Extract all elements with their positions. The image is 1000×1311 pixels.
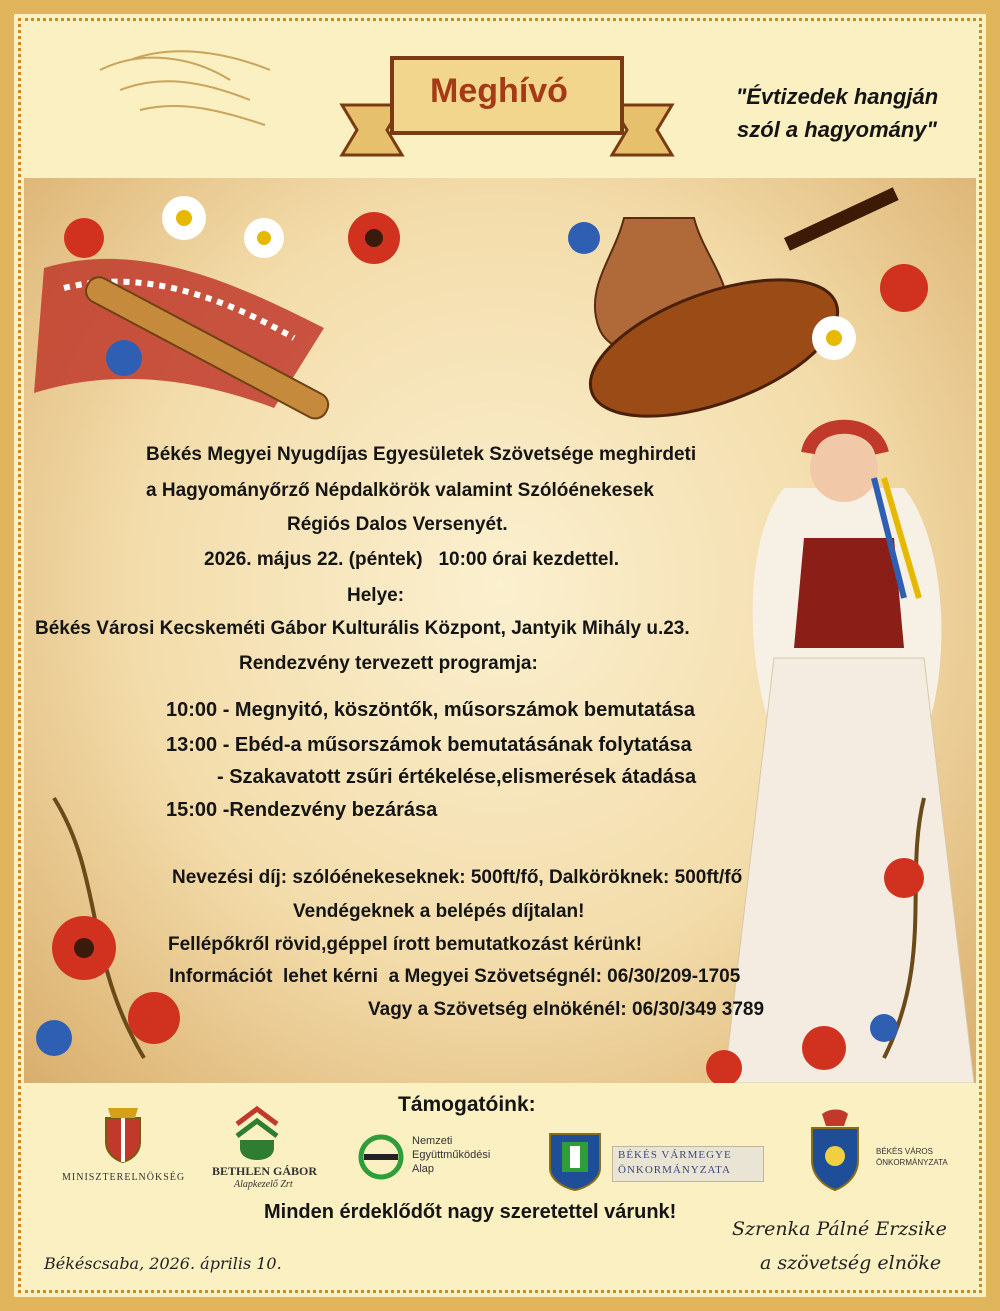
page-title: Meghívó — [430, 72, 568, 110]
hungarian-coat-of-arms-icon — [102, 1104, 144, 1164]
sponsor-name: BÉKÉS VÁRMEGYE ÖNKORMÁNYZATA — [618, 1149, 732, 1176]
guests-note: Vendégeknek a belépés díjtalan! — [293, 901, 585, 922]
nea-logo-icon — [356, 1132, 406, 1182]
sponsors-label: Támogatóink: — [398, 1093, 536, 1116]
intro-line: a Hagyományőrző Népdalkörök valamint Szólóénekesek — [146, 480, 654, 501]
bethlen-gabor-logo-icon — [232, 1104, 282, 1162]
bekes-town-crest-icon — [800, 1108, 870, 1194]
motto: "Évtizedek hangján szól a hagyomány" — [735, 84, 939, 142]
program-item: 10:00 - Megnyitó, köszöntők, műsorszámok bemutatása — [166, 699, 696, 721]
place-date: Békéscsaba, 2026. április 10. — [44, 1254, 282, 1273]
program-item: - Szakavatott zsűri értékelése,elismerések átadása — [217, 766, 697, 788]
signature-name: Szrenka Pálné Erzsike — [732, 1218, 947, 1240]
sponsor-name: Nemzeti Együttműködési Alap — [412, 1135, 491, 1175]
event-date: 2026. május 22. (péntek) 10:00 órai kezdettel. — [204, 549, 620, 570]
hand-sketch-icon — [80, 40, 280, 160]
signature-title: a szövetség elnöke — [760, 1252, 942, 1274]
info-line: Vagy a Szövetség elnökénél: 06/30/349 3789 — [368, 999, 765, 1020]
venue: Békés Városi Kecskeméti Gábor Kulturális Központ, Jantyik Mihály u.23. — [35, 618, 690, 639]
program-label: Rendezvény tervezett programja: — [239, 653, 538, 674]
request-note: Fellépőkről rövid,géppel írott bemutatkozást kérünk! — [168, 934, 643, 955]
info-line: Információt lehet kérni a Megyei Szövetségnél: 06/30/209-1705 — [169, 966, 741, 987]
sponsor-subtitle: Alapkezelő Zrt — [234, 1179, 293, 1190]
sponsor-name: BÉKÉS VÁROS ÖNKORMÁNYZATA — [876, 1147, 948, 1167]
sponsor-name: MINISZTERELNÖKSÉG — [62, 1172, 186, 1183]
closing-line: Minden érdeklődőt nagy szeretettel várunk! — [264, 1201, 677, 1223]
venue-label: Helye: — [347, 585, 405, 606]
program-item: 13:00 - Ebéd-a műsorszámok bemutatásának folytatása — [166, 734, 692, 756]
entry-fee: Nevezési díj: szólóénekeseknek: 500ft/fő, Dalköröknek: 500ft/fő — [172, 867, 743, 888]
sponsor-name: BETHLEN GÁBOR — [212, 1164, 318, 1178]
bekes-county-crest-icon — [540, 1128, 610, 1192]
intro-line: Békés Megyei Nyugdíjas Egyesületek Szövetsége meghirdeti — [146, 444, 697, 465]
intro-line: Régiós Dalos Versenyét. — [287, 514, 508, 535]
program-item: 15:00 -Rendezvény bezárása — [166, 799, 438, 821]
